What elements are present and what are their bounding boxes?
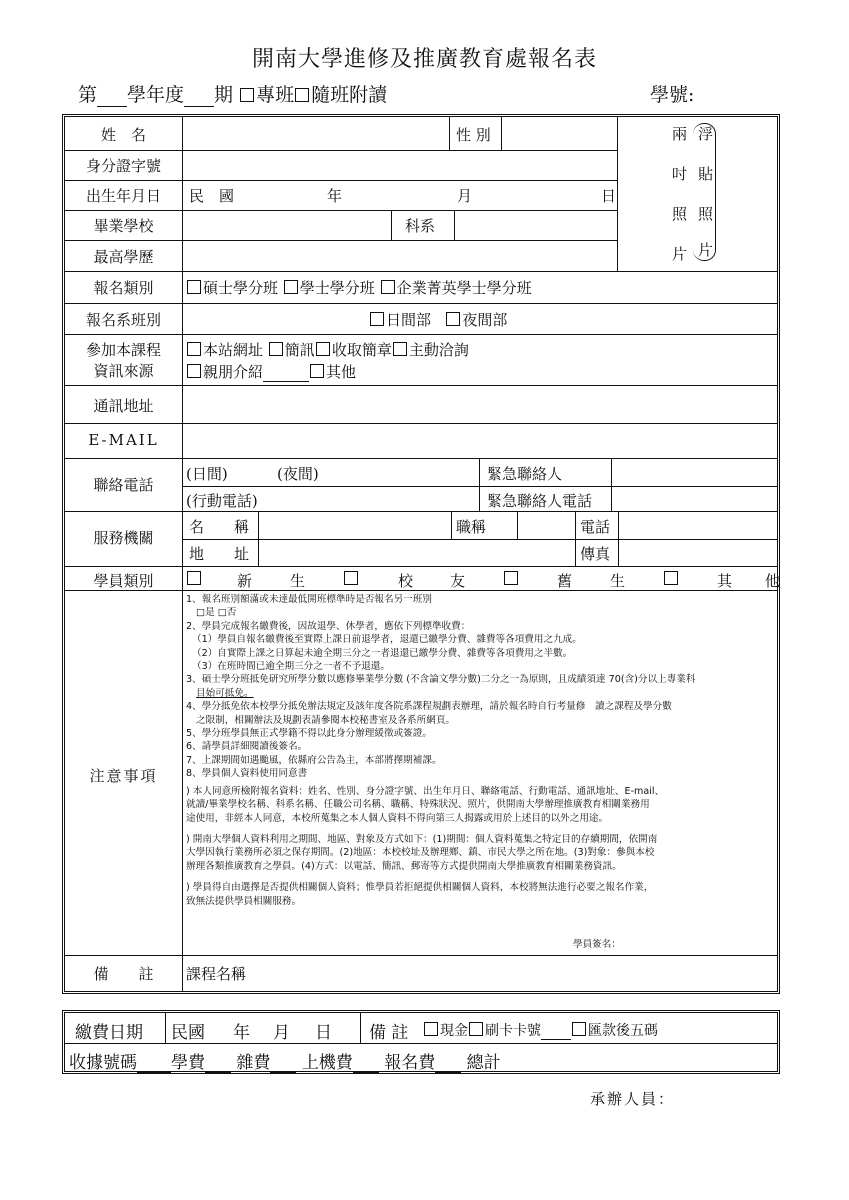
pay-methods: 現金 刷卡卡號 匯款後五碼: [423, 1020, 658, 1040]
org-addr-label: 地 址: [189, 545, 250, 563]
note-line: （3）在班時間已逾全期三分之一者不予退還。: [192, 661, 390, 673]
note-line: 途使用，非經本人同意，本校所蒐集之本人個人資料不得向第三人揭露或用於上述目的以外之用途。: [186, 812, 609, 824]
type-char-5: 舊: [557, 572, 573, 590]
note-line: ) 開南大學個人資料利用之期間、地區、對象及方式如下：(1)期間：個人資料蒐集之特定目的存續期間，依開南: [186, 833, 658, 845]
tuition-blank[interactable]: [205, 1056, 231, 1073]
source-label: 參加本課程 資訊來源: [85, 341, 161, 380]
gender-field[interactable]: [502, 117, 617, 150]
type-char-4: 友: [450, 572, 466, 590]
photo-right-3: 照: [698, 205, 714, 223]
org-label: 服務機關: [93, 529, 154, 547]
type-other: [663, 570, 680, 588]
photo-left-4: 片: [672, 245, 688, 263]
dept-label: 科系: [405, 217, 436, 235]
address-field[interactable]: [183, 386, 777, 423]
name-label: 姓 名: [100, 126, 146, 144]
type-char-7: 其: [717, 572, 733, 590]
signature-label: 學員簽名：: [573, 939, 621, 950]
email-label: E-MAIL: [88, 431, 159, 449]
audit-checkbox[interactable]: [295, 88, 309, 102]
note-line: 2、學員完成報名繳費後，因故退學、休學者，應依下列標準收費：: [186, 620, 471, 632]
birth-year-label: 年: [327, 187, 343, 205]
note-line: 之限制，相關辦法及規劃表請參閱本校秘書室及各系所網頁。: [196, 714, 456, 726]
note-line: 目始可抵免。: [196, 687, 254, 699]
photo-right-2: 貼: [698, 165, 714, 183]
note-line: （1）學員自報名繳費後至實際上課日前退學者，退還已繳學分費、雜費等各項費用之九成。: [192, 634, 582, 646]
inquiry-checkbox[interactable]: [393, 342, 407, 356]
type-new-checkbox[interactable]: [187, 571, 201, 585]
type-char-2: 生: [290, 572, 306, 590]
org-title-label: 職稱: [456, 518, 487, 536]
category-options: 碩士學分班 學士學分班 企業菁英學士學分班: [186, 277, 532, 298]
phone-night-label: (夜間): [277, 465, 319, 483]
night-division-checkbox[interactable]: [446, 312, 460, 326]
email-field[interactable]: [183, 424, 777, 458]
note-line: 3、碩士學分班抵免研究所學分數以應修畢業學分數 (不含論文學分數)二分之一為原則，且成績須達 70(含)分以上專業科: [186, 674, 696, 686]
type-old-checkbox[interactable]: [504, 571, 518, 585]
referral-blank[interactable]: [263, 367, 309, 382]
type-char-6: 生: [610, 572, 626, 590]
registration-form: [62, 114, 780, 994]
special-checkbox[interactable]: [240, 88, 254, 102]
card-checkbox[interactable]: [469, 1022, 483, 1036]
term-line: 第 學年度 期 專班 隨班附讀: [78, 84, 388, 106]
phone-label: 聯絡電話: [93, 476, 154, 494]
referral-checkbox[interactable]: [187, 364, 201, 378]
org-fax-label: 傳真: [580, 545, 611, 563]
pay-era: 民國: [171, 1023, 205, 1043]
note-line: □是 □否: [196, 607, 237, 619]
note-line: 6、請學員詳細閱讀後簽名。: [186, 741, 308, 753]
note-line: 辦理各類推廣教育之學員。(4)方式：以電話、簡訊、郵寄等方式提供開南大學推廣教育相關業務資訊。: [186, 860, 622, 872]
type-char-3: 校: [398, 572, 414, 590]
payment-box: [62, 1010, 780, 1074]
school-field[interactable]: [183, 211, 391, 240]
pay-month: 月: [273, 1023, 290, 1043]
birth-label: 出生年月日: [85, 187, 161, 205]
course-field[interactable]: [255, 957, 775, 989]
id-field[interactable]: [183, 151, 617, 180]
cash-checkbox[interactable]: [424, 1022, 438, 1036]
form-title: 開南大學進修及推廣教育處報名表: [251, 47, 597, 72]
pay-date-label: 繳費日期: [75, 1023, 143, 1043]
note-line: 1、報名班別額滿或未達最低開班標準時是否報名另一班別: [186, 594, 432, 605]
note-line: ) 本人同意所檢附報名資料：姓名、性別、身分證字號、出生年月日、聯絡電話、行動電話、通訊地址、E-mail、: [186, 785, 665, 797]
reg-blank[interactable]: [435, 1056, 461, 1073]
education-label: 最高學歷: [93, 248, 154, 266]
photo-right-4: 片: [698, 241, 714, 259]
division-options: 日間部 夜間部: [369, 309, 507, 330]
notes-text: [186, 593, 695, 908]
birth-month-label: 月: [457, 187, 473, 205]
school-label: 畢業學校: [93, 217, 154, 235]
master-credit-checkbox[interactable]: [187, 280, 201, 294]
pay-day: 日: [315, 1023, 332, 1043]
pay-year: 年: [233, 1023, 250, 1043]
photo-left-3: 照: [672, 205, 688, 223]
type-alumni: [343, 570, 360, 588]
note-line: ) 學員得自由選擇是否提供相關個人資料；惟學員若拒絕提供相關個人資料，本校將無法進行必要之報名作業，: [186, 882, 654, 894]
course-label: 課程名稱: [186, 965, 247, 983]
phone-mobile-label: (行動電話): [186, 492, 258, 510]
division-label: 報名系班別: [85, 311, 161, 329]
brochure-checkbox[interactable]: [316, 342, 330, 356]
officer-label: 承辦人員：: [590, 1090, 676, 1108]
year-blank[interactable]: [97, 88, 127, 107]
sms-checkbox[interactable]: [269, 342, 283, 356]
note-line: 大學因執行業務所必須之保存期間。(2)地區：本校校址及辦理鄉、鎮、市民大學之所在地。(3)對象：參與本校: [186, 847, 655, 859]
note-line: 7、上課期間如遇颱風，依縣府公告為主，本部將擇期補課。: [186, 754, 442, 766]
elite-credit-checkbox[interactable]: [381, 280, 395, 294]
transfer-checkbox[interactable]: [572, 1022, 586, 1036]
pay-remark-label: 備 註: [369, 1023, 409, 1043]
note-line: 4、學分抵免依本校學分抵免辦法規定及該年度各院系課程規劃表辦理，請於報名時自行考量修 讀之課程及學分數: [186, 701, 672, 713]
category-label: 報名類別: [93, 279, 154, 297]
card-blank[interactable]: [541, 1027, 571, 1040]
bachelor-credit-checkbox[interactable]: [284, 280, 298, 294]
photo-bracket: [693, 123, 716, 261]
org-tel-label: 電話: [580, 518, 611, 536]
photo-right-1: 浮: [698, 125, 714, 143]
note-line: 就讀/畢業學校名稱、科系名稱、任職公司名稱、職稱、特殊狀況、照片，供開南大學辦理推廣教育相關業務用: [186, 799, 650, 811]
term-blank[interactable]: [184, 88, 214, 107]
id-label: 身分證字號: [85, 157, 161, 175]
signature-field[interactable]: [635, 931, 765, 953]
photo-left-2: 吋: [672, 165, 688, 183]
receipt-blank[interactable]: [137, 1056, 171, 1073]
note-line: 8、學員個人資料使用同意書: [186, 768, 308, 780]
note-line: 致無法提供學員相關服務。: [186, 895, 302, 907]
photo-left-1: 兩: [672, 125, 688, 143]
source-options-line2: 親朋介紹 其他: [186, 361, 356, 382]
remark-label: 備 註: [93, 965, 154, 983]
other-source-checkbox[interactable]: [310, 364, 324, 378]
dept-field[interactable]: [455, 211, 617, 240]
receipt-line: 收據號碼 學費 雜費 上機費 報名費 總計: [69, 1053, 501, 1073]
lab-blank[interactable]: [353, 1056, 379, 1073]
source-options-line1: 本站網址 簡訊 收取簡章 主動洽詢: [186, 339, 469, 360]
website-checkbox[interactable]: [187, 342, 201, 356]
type-alumni-checkbox[interactable]: [344, 571, 358, 585]
student-no-label: 學號:: [650, 84, 695, 106]
type-old: [503, 570, 520, 588]
address-label: 通訊地址: [93, 397, 154, 415]
misc-blank[interactable]: [270, 1056, 296, 1073]
note-line: 5、學分班學員無正式學籍不得以此身分辦理緩徵或簽證。: [186, 728, 432, 740]
phone-day-label: (日間): [186, 465, 228, 483]
birth-era: 民 國: [189, 187, 235, 205]
emergency-phone-label: 緊急聯絡人電話: [487, 492, 593, 510]
emergency-contact-label: 緊急聯絡人: [487, 465, 563, 483]
photo-box: [618, 117, 777, 271]
day-division-checkbox[interactable]: [370, 312, 384, 326]
birth-day-label: 日: [601, 187, 617, 205]
type-other-checkbox[interactable]: [664, 571, 678, 585]
notes-label: 注意事項: [89, 767, 158, 785]
type-label: 學員類別: [93, 572, 154, 590]
gender-label: 性 別: [456, 126, 491, 144]
type-char-8: 他: [765, 572, 781, 590]
type-char-1: 新: [237, 572, 253, 590]
type-new: [186, 570, 203, 588]
org-name-label: 名 稱: [189, 518, 250, 536]
note-line: （2）自實際上課之日算起未逾全期三分之一者退還已繳學分費、雜費等各項費用之半數。: [192, 647, 573, 659]
name-field[interactable]: [183, 117, 449, 150]
education-field[interactable]: [183, 241, 617, 271]
